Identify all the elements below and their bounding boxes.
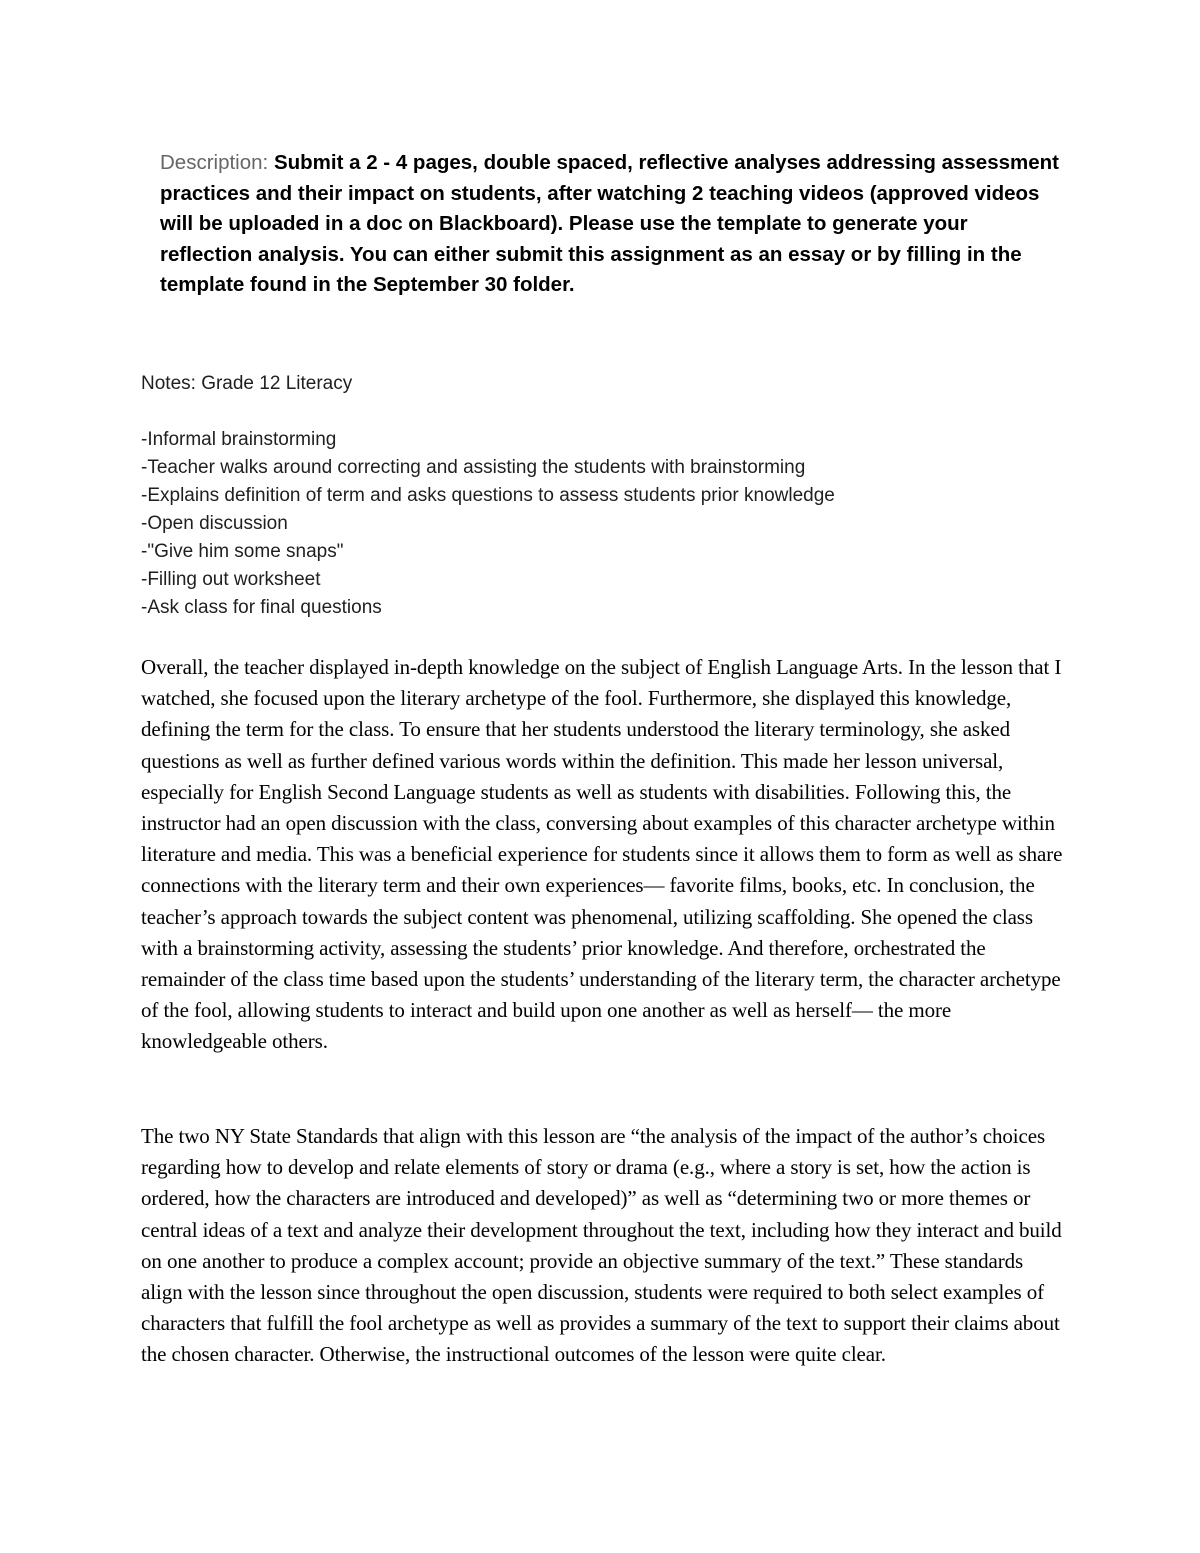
notes-item: -Ask class for final questions xyxy=(141,597,382,618)
essay-paragraph-1: Overall, the teacher displayed in-depth knowledge on the subject of English Language Arts. In the lesson that I watched, she focused upon the literary archetype of the fool. Furthermore, she displayed this knowledge, defining the term for the class. To ensure that her students understood the literary terminology, she asked questions as well as further defined various words within the definition. This made her lesson universal, especially for English Second Language students as well as students with disabilities. Following this, the instructor had an open discussion with the class, conversing about examples of this character archetype within literature and media. This was a beneficial experience for students since it allows them to form as well as share connections with the literary term and their own experiences— favorite films, books, etc. In conclusion, the teacher’s approach towards the subject content was phenomenal, utilizing scaffolding. She opened the class with a brainstorming activity, assessing the students’ prior knowledge. And therefore, orchestrated the remainder of the class time based upon the students’ understanding of the literary term, the character archetype of the fool, allowing students to interact and build upon one another as well as herself— the more knowledgeable others. xyxy=(141,655,1063,1054)
assignment-description xyxy=(160,148,1060,301)
notes-heading: Notes: Grade 12 Literacy xyxy=(141,373,353,394)
essay-paragraph-2: The two NY State Standards that align with this lesson are “the analysis of the impact of the author’s choices regarding how to develop and relate elements of story or drama (e.g., where a story is set, how the action is ordered, how the characters are introduced and developed)” as well as “determining two or more themes or central ideas of a text and analyze their development throughout the text, including how they interact and build on one another to produce a complex account; provide an objective summary of the text.” These standards align with the lesson since throughout the open discussion, students were required to both select examples of characters that fulfill the fool archetype as well as provides a summary of the text to support their claims about the chosen character. Otherwise, the instructional outcomes of the lesson were quite clear. xyxy=(141,1124,1062,1367)
notes-item: -Open discussion xyxy=(141,513,288,534)
notes-item: -Filling out worksheet xyxy=(141,569,321,590)
notes-item: -Teacher walks around correcting and assisting the students with brainstorming xyxy=(141,457,806,478)
lesson-notes xyxy=(141,370,1041,622)
notes-item: -Explains definition of term and asks questions to assess students prior knowledge xyxy=(141,485,835,506)
description-text: Submit a 2 - 4 pages, double spaced, reflective analyses addressing assessment practices and their impact on students, after watching 2 teaching videos (approved videos will be uploaded in a doc on Blackboard). Please use the template to generate your reflection analysis. You can either submit this assignment as an essay or by filling in the template found in the September 30 folder. xyxy=(160,151,1059,296)
notes-item: -Informal brainstorming xyxy=(141,429,337,450)
notes-list xyxy=(141,426,1041,622)
description-label: Description: xyxy=(160,151,269,174)
notes-item: -"Give him some snaps" xyxy=(141,541,344,562)
